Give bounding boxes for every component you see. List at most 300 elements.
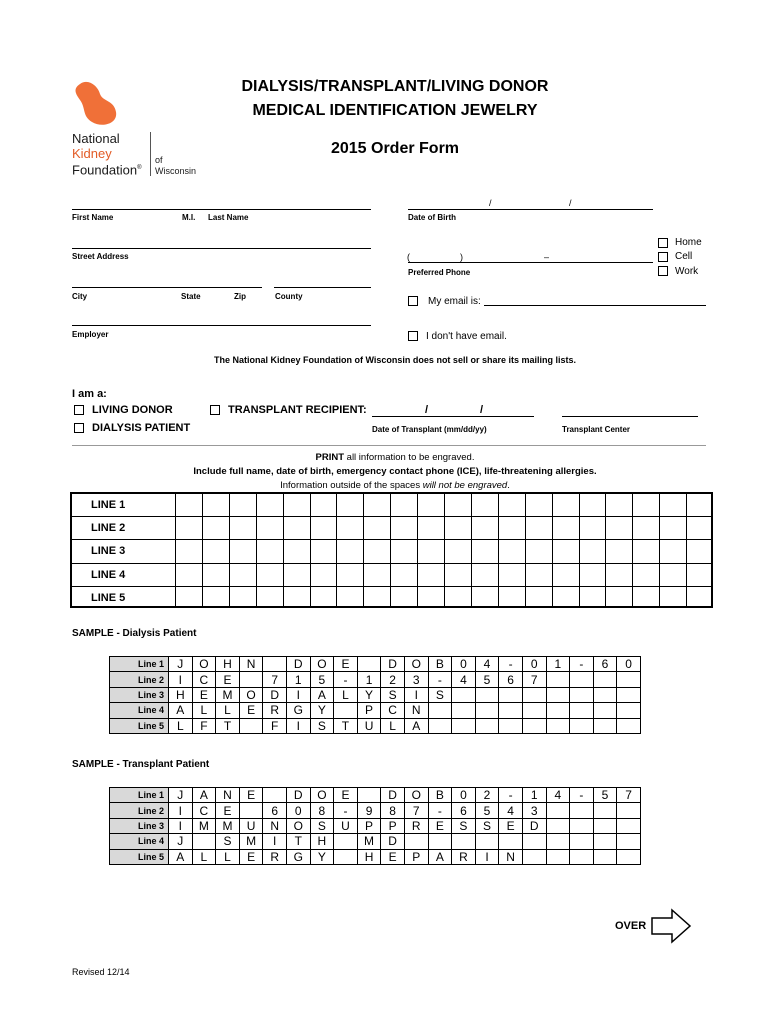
sample-cell: 0 bbox=[617, 657, 641, 672]
sample-cell: Y bbox=[357, 687, 381, 702]
grid-column-divider bbox=[256, 494, 257, 606]
sample-cell: A bbox=[169, 703, 193, 718]
sample-cell: S bbox=[310, 818, 334, 833]
sample-cell: I bbox=[169, 818, 193, 833]
sample-cell bbox=[593, 803, 617, 818]
email-checkbox[interactable] bbox=[408, 296, 418, 306]
sample-transplant-title: SAMPLE - Transplant Patient bbox=[72, 759, 210, 770]
phone-paren-close: ) bbox=[460, 252, 463, 262]
dob-slash-1: / bbox=[489, 198, 492, 208]
sample-cell bbox=[617, 834, 641, 849]
sample-cell: 3 bbox=[404, 672, 428, 687]
sample-cell: 0 bbox=[522, 657, 546, 672]
sample-cell bbox=[546, 834, 570, 849]
sample-cell: 1 bbox=[522, 788, 546, 803]
dob-label: Date of Birth bbox=[408, 213, 456, 222]
sample-row bbox=[110, 703, 641, 718]
form-title-line2: MEDICAL IDENTIFICATION JEWELRY bbox=[252, 102, 538, 119]
sample-cell: J bbox=[169, 657, 193, 672]
sample-cell: 3 bbox=[522, 803, 546, 818]
sample-cell: S bbox=[428, 687, 452, 702]
sample-cell: L bbox=[192, 703, 216, 718]
sample-cell: D bbox=[263, 687, 287, 702]
sample-cell: S bbox=[310, 718, 334, 733]
sample-cell: 5 bbox=[475, 803, 499, 818]
sample-dialysis-title: SAMPLE - Dialysis Patient bbox=[72, 628, 197, 639]
sample-cell bbox=[617, 672, 641, 687]
sample-row bbox=[110, 718, 641, 733]
sample-cell: N bbox=[239, 657, 263, 672]
work-label: Work bbox=[675, 266, 699, 277]
sample-row-label: Line 3 bbox=[110, 687, 169, 702]
sample-cell bbox=[428, 703, 452, 718]
sample-cell: H bbox=[357, 849, 381, 864]
sample-cell: U bbox=[239, 818, 263, 833]
sample-cell bbox=[593, 718, 617, 733]
sample-cell: F bbox=[263, 718, 287, 733]
engraving-grid[interactable] bbox=[70, 492, 713, 608]
grid-column-divider bbox=[336, 494, 337, 606]
sample-cell: D bbox=[381, 788, 405, 803]
sample-cell: P bbox=[357, 703, 381, 718]
work-checkbox[interactable] bbox=[658, 266, 668, 276]
sample-cell bbox=[334, 834, 358, 849]
sample-cell: U bbox=[357, 718, 381, 733]
sample-cell bbox=[546, 718, 570, 733]
sample-cell: R bbox=[404, 818, 428, 833]
org-name: National Kidney Foundation® bbox=[72, 131, 142, 178]
phone-dash: – bbox=[544, 252, 550, 262]
sample-cell: B bbox=[428, 788, 452, 803]
sample-cell: - bbox=[428, 672, 452, 687]
sample-cell: 6 bbox=[263, 803, 287, 818]
sample-cell: 8 bbox=[381, 803, 405, 818]
sample-row bbox=[110, 803, 641, 818]
sample-cell: D bbox=[286, 657, 310, 672]
date-of-transplant-label: Date of Transplant (mm/dd/yy) bbox=[372, 425, 487, 434]
sample-cell: 5 bbox=[475, 672, 499, 687]
sample-cell: S bbox=[475, 818, 499, 833]
sample-cell: B bbox=[428, 657, 452, 672]
grid-column-divider bbox=[444, 494, 445, 606]
sample-cell bbox=[593, 818, 617, 833]
phone-field[interactable] bbox=[408, 262, 653, 263]
grid-column-divider bbox=[686, 494, 687, 606]
sample-cell: A bbox=[310, 687, 334, 702]
employer-field[interactable] bbox=[72, 325, 371, 326]
sample-cell: C bbox=[192, 803, 216, 818]
sample-cell: A bbox=[404, 718, 428, 733]
sample-cell: S bbox=[381, 687, 405, 702]
last-name-label: Last Name bbox=[208, 213, 249, 222]
sample-cell: A bbox=[169, 849, 193, 864]
name-field[interactable] bbox=[72, 209, 371, 210]
city-label: City bbox=[72, 292, 88, 301]
sample-cell: E bbox=[428, 818, 452, 833]
sample-cell bbox=[522, 687, 546, 702]
grid-column-divider bbox=[525, 494, 526, 606]
sample-cell bbox=[239, 672, 263, 687]
sample-cell: S bbox=[452, 818, 476, 833]
sample-cell: C bbox=[381, 703, 405, 718]
employer-label: Employer bbox=[72, 330, 109, 339]
email-field[interactable] bbox=[484, 305, 706, 306]
dob-slash-2: / bbox=[569, 198, 572, 208]
phone-paren-open: ( bbox=[407, 252, 410, 262]
sample-cell: E bbox=[334, 657, 358, 672]
sample-cell: M bbox=[216, 818, 240, 833]
print-instruction: PRINT all information to be engraved. bbox=[315, 452, 475, 463]
sample-cell: Y bbox=[310, 849, 334, 864]
sample-cell: D bbox=[286, 788, 310, 803]
transplant-date-field[interactable] bbox=[372, 416, 534, 417]
sample-cell bbox=[239, 718, 263, 733]
sample-cell: E bbox=[216, 672, 240, 687]
sample-row-label: Line 1 bbox=[110, 657, 169, 672]
sample-cell: L bbox=[381, 718, 405, 733]
sample-cell: G bbox=[286, 703, 310, 718]
sample-cell: S bbox=[216, 834, 240, 849]
sample-cell: D bbox=[522, 818, 546, 833]
sample-cell bbox=[570, 687, 594, 702]
transplant-center-label: Transplant Center bbox=[562, 425, 631, 434]
grid-column-divider bbox=[659, 494, 660, 606]
sample-cell: E bbox=[239, 788, 263, 803]
sample-row-label: Line 5 bbox=[110, 718, 169, 733]
sample-cell: - bbox=[499, 657, 523, 672]
sample-cell bbox=[452, 687, 476, 702]
sample-cell: E bbox=[239, 703, 263, 718]
sample-cell: 5 bbox=[310, 672, 334, 687]
grid-column-divider bbox=[310, 494, 311, 606]
sample-cell: O bbox=[404, 657, 428, 672]
sample-cell bbox=[475, 834, 499, 849]
living-donor-checkbox[interactable] bbox=[74, 405, 84, 415]
sample-row bbox=[110, 687, 641, 702]
transplant-label: TRANSPLANT RECIPIENT: bbox=[228, 404, 367, 416]
sample-cell: O bbox=[404, 788, 428, 803]
sample-cell bbox=[593, 672, 617, 687]
sample-cell bbox=[499, 703, 523, 718]
sample-cell bbox=[617, 687, 641, 702]
sample-cell: 6 bbox=[452, 803, 476, 818]
engrave-line-label: LINE 3 bbox=[91, 545, 126, 558]
sample-cell: H bbox=[310, 834, 334, 849]
grid-column-divider bbox=[579, 494, 580, 606]
sample-cell bbox=[499, 834, 523, 849]
sample-cell: N bbox=[404, 703, 428, 718]
sample-cell: D bbox=[381, 657, 405, 672]
cell-checkbox[interactable] bbox=[658, 252, 668, 262]
grid-column-divider bbox=[283, 494, 284, 606]
sample-cell: - bbox=[334, 672, 358, 687]
dialysis-label: DIALYSIS PATIENT bbox=[92, 422, 191, 434]
grid-row-divider bbox=[72, 563, 711, 564]
nkf-logo-icon bbox=[72, 80, 118, 126]
outside-instruction: Information outside of the spaces will not be engraved. bbox=[280, 480, 510, 491]
sample-cell: E bbox=[499, 818, 523, 833]
sample-cell: M bbox=[216, 687, 240, 702]
sample-cell bbox=[617, 818, 641, 833]
transplant-center-field[interactable] bbox=[562, 416, 698, 417]
sample-cell: I bbox=[286, 687, 310, 702]
zip-label: Zip bbox=[234, 292, 246, 301]
sample-row bbox=[110, 818, 641, 833]
sample-cell bbox=[570, 834, 594, 849]
sample-cell: T bbox=[334, 718, 358, 733]
sample-cell: O bbox=[310, 788, 334, 803]
first-name-label: First Name bbox=[72, 213, 114, 222]
sample-cell: A bbox=[192, 788, 216, 803]
grid-column-divider bbox=[417, 494, 418, 606]
sample-cell: N bbox=[216, 788, 240, 803]
sample-cell bbox=[593, 849, 617, 864]
sample-cell bbox=[499, 687, 523, 702]
sample-cell: - bbox=[428, 803, 452, 818]
sample-row bbox=[110, 657, 641, 672]
sample-cell: O bbox=[192, 657, 216, 672]
sample-cell: L bbox=[192, 849, 216, 864]
engrave-line-label: LINE 4 bbox=[91, 568, 126, 581]
sample-cell bbox=[334, 849, 358, 864]
sample-cell: Y bbox=[310, 703, 334, 718]
sample-cell bbox=[263, 788, 287, 803]
home-label: Home bbox=[675, 237, 702, 248]
sample-cell: 4 bbox=[475, 657, 499, 672]
sample-row-label: Line 5 bbox=[110, 849, 169, 864]
sample-cell bbox=[452, 703, 476, 718]
sample-cell bbox=[522, 718, 546, 733]
privacy-note: The National Kidney Foundation of Wisconsin does not sell or share its mailing lists. bbox=[214, 355, 576, 365]
sample-cell bbox=[546, 672, 570, 687]
sample-cell: 2 bbox=[381, 672, 405, 687]
sample-cell bbox=[428, 718, 452, 733]
sample-cell: 4 bbox=[546, 788, 570, 803]
sample-cell: 4 bbox=[452, 672, 476, 687]
no-email-checkbox[interactable] bbox=[408, 331, 418, 341]
sample-cell bbox=[522, 834, 546, 849]
iam-label: I am a: bbox=[72, 388, 107, 400]
sample-cell: T bbox=[216, 718, 240, 733]
sample-cell: P bbox=[357, 818, 381, 833]
sample-row bbox=[110, 788, 641, 803]
sample-cell: 0 bbox=[286, 803, 310, 818]
preferred-phone-label: Preferred Phone bbox=[408, 268, 471, 277]
sample-dialysis-table bbox=[109, 656, 641, 734]
sample-cell: I bbox=[286, 718, 310, 733]
sample-cell: 1 bbox=[357, 672, 381, 687]
sample-cell: E bbox=[381, 849, 405, 864]
grid-row-divider bbox=[72, 516, 711, 517]
grid-column-divider bbox=[605, 494, 606, 606]
sample-cell: M bbox=[192, 818, 216, 833]
sample-cell bbox=[570, 818, 594, 833]
dialysis-checkbox[interactable] bbox=[74, 423, 84, 433]
sample-cell bbox=[570, 803, 594, 818]
home-checkbox[interactable] bbox=[658, 238, 668, 248]
grid-column-divider bbox=[498, 494, 499, 606]
sample-cell: O bbox=[239, 687, 263, 702]
sample-cell: 0 bbox=[452, 788, 476, 803]
sample-cell bbox=[357, 788, 381, 803]
sample-cell bbox=[192, 834, 216, 849]
sample-cell: J bbox=[169, 834, 193, 849]
sample-cell: - bbox=[334, 803, 358, 818]
sample-cell: O bbox=[310, 657, 334, 672]
arrow-right-icon bbox=[650, 908, 692, 944]
sample-cell bbox=[357, 657, 381, 672]
sample-cell bbox=[593, 703, 617, 718]
grid-column-divider bbox=[390, 494, 391, 606]
sample-row-label: Line 2 bbox=[110, 803, 169, 818]
sample-cell: M bbox=[357, 834, 381, 849]
sample-cell: I bbox=[263, 834, 287, 849]
sample-cell: T bbox=[286, 834, 310, 849]
sample-cell bbox=[452, 718, 476, 733]
sample-cell: I bbox=[169, 672, 193, 687]
sample-row bbox=[110, 849, 641, 864]
sample-cell: J bbox=[169, 788, 193, 803]
sample-cell: E bbox=[334, 788, 358, 803]
sample-cell: F bbox=[192, 718, 216, 733]
over-label: OVER bbox=[615, 920, 647, 932]
sample-cell: 7 bbox=[404, 803, 428, 818]
sample-cell: 5 bbox=[593, 788, 617, 803]
sample-cell: H bbox=[216, 657, 240, 672]
sample-cell: 7 bbox=[522, 672, 546, 687]
sample-row bbox=[110, 672, 641, 687]
sample-cell bbox=[617, 803, 641, 818]
sample-cell: P bbox=[381, 818, 405, 833]
grid-column-divider bbox=[363, 494, 364, 606]
sample-cell bbox=[404, 834, 428, 849]
sample-cell bbox=[334, 703, 358, 718]
sample-cell bbox=[617, 703, 641, 718]
sample-cell bbox=[546, 803, 570, 818]
divider bbox=[72, 445, 706, 446]
sample-cell: 9 bbox=[357, 803, 381, 818]
grid-column-divider bbox=[175, 494, 176, 606]
logo-divider bbox=[150, 132, 151, 176]
sample-transplant-table bbox=[109, 787, 641, 865]
sample-cell: E bbox=[216, 803, 240, 818]
form-subtitle: 2015 Order Form bbox=[330, 140, 460, 157]
mi-label: M.I. bbox=[182, 213, 196, 222]
engrave-line-label: LINE 2 bbox=[91, 522, 126, 535]
sample-cell: 6 bbox=[593, 657, 617, 672]
sample-cell bbox=[263, 657, 287, 672]
sample-cell bbox=[475, 703, 499, 718]
sample-cell: 1 bbox=[546, 657, 570, 672]
sample-cell: C bbox=[192, 672, 216, 687]
sample-cell bbox=[546, 849, 570, 864]
grid-row-divider bbox=[72, 586, 711, 587]
sample-cell: L bbox=[169, 718, 193, 733]
city-state-zip-field[interactable] bbox=[72, 287, 262, 288]
sample-cell bbox=[522, 703, 546, 718]
sample-cell: - bbox=[499, 788, 523, 803]
revised-label: Revised 12/14 bbox=[72, 967, 130, 977]
dob-field[interactable] bbox=[408, 209, 653, 210]
org-state: of Wisconsin bbox=[155, 155, 197, 176]
sample-row-label: Line 4 bbox=[110, 703, 169, 718]
sample-cell: 0 bbox=[452, 657, 476, 672]
sample-cell bbox=[617, 718, 641, 733]
sample-row-label: Line 3 bbox=[110, 818, 169, 833]
transplant-date-slash-2: / bbox=[480, 404, 484, 416]
grid-column-divider bbox=[229, 494, 230, 606]
county-field[interactable] bbox=[274, 287, 371, 288]
state-label: State bbox=[181, 292, 201, 301]
transplant-checkbox[interactable] bbox=[210, 405, 220, 415]
sample-cell: - bbox=[570, 657, 594, 672]
sample-cell: P bbox=[404, 849, 428, 864]
sample-cell bbox=[546, 687, 570, 702]
sample-cell bbox=[570, 703, 594, 718]
sample-cell: D bbox=[381, 834, 405, 849]
grid-row-divider bbox=[72, 539, 711, 540]
sample-cell: G bbox=[286, 849, 310, 864]
sample-row-label: Line 1 bbox=[110, 788, 169, 803]
sample-cell: - bbox=[570, 788, 594, 803]
sample-cell bbox=[452, 834, 476, 849]
form-title-line1: DIALYSIS/TRANSPLANT/LIVING DONOR bbox=[241, 78, 549, 95]
sample-cell: R bbox=[452, 849, 476, 864]
sample-row bbox=[110, 834, 641, 849]
sample-cell bbox=[593, 834, 617, 849]
grid-column-divider bbox=[552, 494, 553, 606]
engrave-line-label: LINE 1 bbox=[91, 499, 126, 511]
grid-column-divider bbox=[471, 494, 472, 606]
sample-cell: N bbox=[499, 849, 523, 864]
street-label: Street Address bbox=[72, 252, 129, 261]
sample-cell: L bbox=[334, 687, 358, 702]
sample-cell bbox=[570, 849, 594, 864]
sample-row-label: Line 2 bbox=[110, 672, 169, 687]
street-field[interactable] bbox=[72, 248, 371, 249]
living-donor-label: LIVING DONOR bbox=[92, 404, 173, 416]
sample-cell: R bbox=[263, 703, 287, 718]
sample-cell: 7 bbox=[617, 788, 641, 803]
cell-label: Cell bbox=[675, 251, 693, 262]
sample-cell: H bbox=[169, 687, 193, 702]
sample-cell: I bbox=[169, 803, 193, 818]
sample-cell: 2 bbox=[475, 788, 499, 803]
email-label: My email is: bbox=[428, 296, 481, 307]
sample-cell: 6 bbox=[499, 672, 523, 687]
sample-cell: M bbox=[239, 834, 263, 849]
sample-cell bbox=[593, 687, 617, 702]
sample-cell bbox=[570, 718, 594, 733]
sample-cell: L bbox=[216, 849, 240, 864]
sample-cell bbox=[546, 703, 570, 718]
sample-cell bbox=[475, 687, 499, 702]
sample-cell: 4 bbox=[499, 803, 523, 818]
sample-cell bbox=[570, 672, 594, 687]
transplant-date-slash-1: / bbox=[425, 404, 429, 416]
no-email-label: I don't have email. bbox=[426, 331, 507, 342]
sample-row-label: Line 4 bbox=[110, 834, 169, 849]
sample-cell bbox=[617, 849, 641, 864]
sample-cell: U bbox=[334, 818, 358, 833]
sample-cell: I bbox=[404, 687, 428, 702]
sample-cell bbox=[239, 803, 263, 818]
sample-cell: N bbox=[263, 818, 287, 833]
include-instruction: Include full name, date of birth, emergency contact phone (ICE), life-threatening allergies. bbox=[193, 466, 597, 477]
sample-cell: R bbox=[263, 849, 287, 864]
engrave-line-label: LINE 5 bbox=[91, 591, 126, 604]
sample-cell bbox=[499, 718, 523, 733]
